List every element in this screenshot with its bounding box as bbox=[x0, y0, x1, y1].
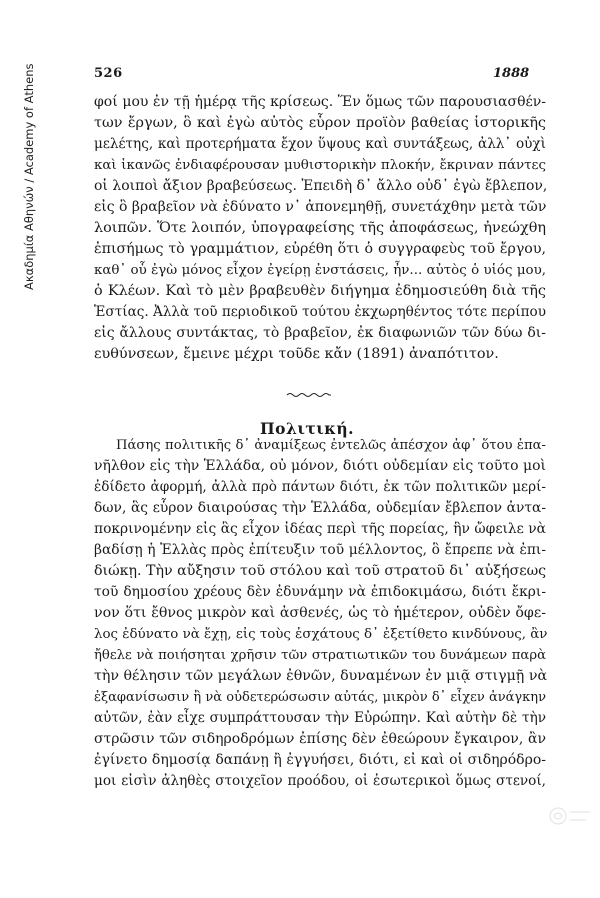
text-line: ἐπισήμως τὸ γραμμάτιον, εὑρέθη ὅτι ὁ συγγραφεὺς τοῦ ἔργου, bbox=[94, 241, 546, 257]
text-line: ἤθελε νὰ ποιήσηται χρῆσιν τῶν στρατιωτικῶν του δυνάμεων παρὰ bbox=[94, 648, 546, 663]
text-line: ὁ Κλέων. Καὶ τὸ μὲν βραβευθὲν διήγημα ἐδημοσιεύθη διὰ τῆς bbox=[94, 283, 546, 299]
text-line: βαδίσῃ ἡ Ἑλλὰς πρὸς ἐπίτευξιν τοῦ μέλλοντος, ὃ ἔπρεπε νὰ ἐπι- bbox=[94, 542, 546, 558]
text-line: ἐγίνετο δημοσίᾳ δαπάνῃ ἢ ἐγγυήσει, διότι, εἰ καὶ οἱ σιδηρόδρο- bbox=[94, 752, 546, 768]
text-line: μελέτης, καὶ προτερήματα ἔχον ὕψους καὶ συντάξεως, ἀλλ᾽ οὐχὶ bbox=[94, 136, 546, 152]
text-line: ευθύνσεων, ἔμεινε μέχρι τοῦδε κἄν (1891) ἀναπότιτον. bbox=[94, 346, 499, 362]
text-line: οἱ λοιποὶ ἄξιον βραβεύσεως. Ἐπειδὴ δ᾽ ἄλλο οὐδ᾽ ἐγὼ ἔβλεπον, bbox=[94, 178, 548, 194]
page-year: 1888 bbox=[493, 66, 530, 81]
text-line: δων, ἃς εὗρον διαιρούσας τὴν Ἑλλάδα, οὐδεμίαν ἔβλεπον ἀντα- bbox=[94, 500, 546, 516]
text-line: τὴν θέλησιν τῶν μεγάλων ἐθνῶν, δυναμένων ἐν μιᾷ στιγμῇ νὰ bbox=[94, 668, 548, 684]
text-line: λοιπῶν. Ὅτε λοιπόν, ὑπογραφείσης τῆς ἀποφάσεως, ἠνεώχθη bbox=[94, 220, 546, 236]
text-line: Πάσης πολιτικῆς δ᾽ ἀναμίξεως ἐντελῶς ἀπέσχον ἀφ᾽ ὅτου ἐπα- bbox=[116, 438, 546, 453]
text-line: φοί μου ἐν τῇ ἡμέρᾳ τῆς κρίσεως. Ἕν ὅμως τῶν παρουσιασθέν- bbox=[94, 94, 546, 110]
page-number: 526 bbox=[94, 66, 123, 81]
text-line: αὐτῶν, ἐὰν εἶχε συμπράττουσαν τὴν Εὐρώπην. Καὶ αὐτὴν δὲ τὴν bbox=[94, 710, 546, 726]
text-line: τοῦ δημοσίου χρέους δὲν ἐδυνάμην νὰ ἐπιδοκιμάσω, διότι ἔκρι- bbox=[94, 584, 546, 600]
text-line: εἰς ὃ βραβεῖον νὰ ἐδύνατο ν᾽ ἀπονεμηθῇ, συνετάχθην μετὰ τῶν bbox=[94, 199, 547, 215]
faded-library-stamp bbox=[548, 802, 592, 830]
text-line: νῆλθον εἰς τὴν Ἑλλάδα, οὐ μόνον, διότι οὐδεμίαν εἰς τοῦτο μοὶ bbox=[94, 458, 546, 474]
text-line: λος ἐδύνατο νὰ ἔχῃ, εἰς τοὺς ἐσχάτους δ᾽ ἐξετίθετο κινδύνους, ἂν bbox=[94, 627, 548, 642]
text-line: εἰς ἄλλους συντάκτας, τὸ βραβεῖον, ἐκ διαφωνιῶν τῶν δύω δι- bbox=[94, 325, 546, 341]
text-line: στρῶσιν τῶν σιδηροδρόμων ἐπίσης δὲν ἐθεώρουν ἔγκαιρον, ἂν bbox=[94, 731, 546, 747]
text-line: ποκρινομένην εἰς ἃς εἶχον ἰδέας περὶ τῆς πορείας, ἣν ὤφειλε νὰ bbox=[94, 521, 546, 537]
paragraph-2 bbox=[94, 435, 546, 792]
text-line: καὶ ἱκανῶς ἐνδιαφέρουσαν μυθιστορικὴν πλοκήν, ἔκριναν πάντες bbox=[94, 158, 546, 173]
text-line: Ἑστίας. Ἀλλὰ τοῦ περιοδικοῦ τούτου ἐκχωρηθέντος τότε περίπου bbox=[94, 304, 547, 320]
text-line: ἐξαφανίσωσιν ἢ νὰ οὐδετερώσωσιν αὐτάς, μικρὸν δ᾽ εἶχεν ἀνάγκην bbox=[94, 690, 546, 705]
text-line: ἐδίδετο ἀφορμή, ἀλλὰ πρὸ πάντων διότι, ἐκ τῶν πολιτικῶν μερί- bbox=[94, 479, 546, 495]
ornamental-divider bbox=[286, 392, 332, 398]
text-line: διώκῃ. Τὴν αὔξησιν τοῦ στόλου καὶ τοῦ στρατοῦ δι᾽ αὐξήσεως bbox=[94, 563, 547, 579]
watermark bbox=[8, 40, 36, 300]
section-title: Πολιτική. bbox=[259, 419, 355, 438]
text-line: καθ᾽ οὗ ἐγὼ μόνος εἶχον ἐγείρῃ ἐνστάσεις, ἦν... αὐτὸς ὁ υἱός μου, bbox=[94, 263, 546, 278]
paragraph-1 bbox=[94, 92, 546, 365]
watermark-text: Ακαδημία Αθηνών / Academy of Athens bbox=[22, 63, 36, 290]
text-line: μοι εἰσὶν ἀληθὲς στοιχεῖον προόδου, οἱ ἐσωτερικοὶ ὅμως στενοί, bbox=[94, 773, 546, 789]
text-line: των ἔργων, ὃ καὶ ἐγὼ αὐτὸς εὗρον προϊὸν βαθείας ἱστορικῆς bbox=[94, 115, 546, 131]
text-line: νον ὅτι ἔθνος μικρὸν καὶ ἀσθενές, ὡς τὸ ἡμέτερον, οὐδὲν ὄφε- bbox=[94, 605, 546, 621]
